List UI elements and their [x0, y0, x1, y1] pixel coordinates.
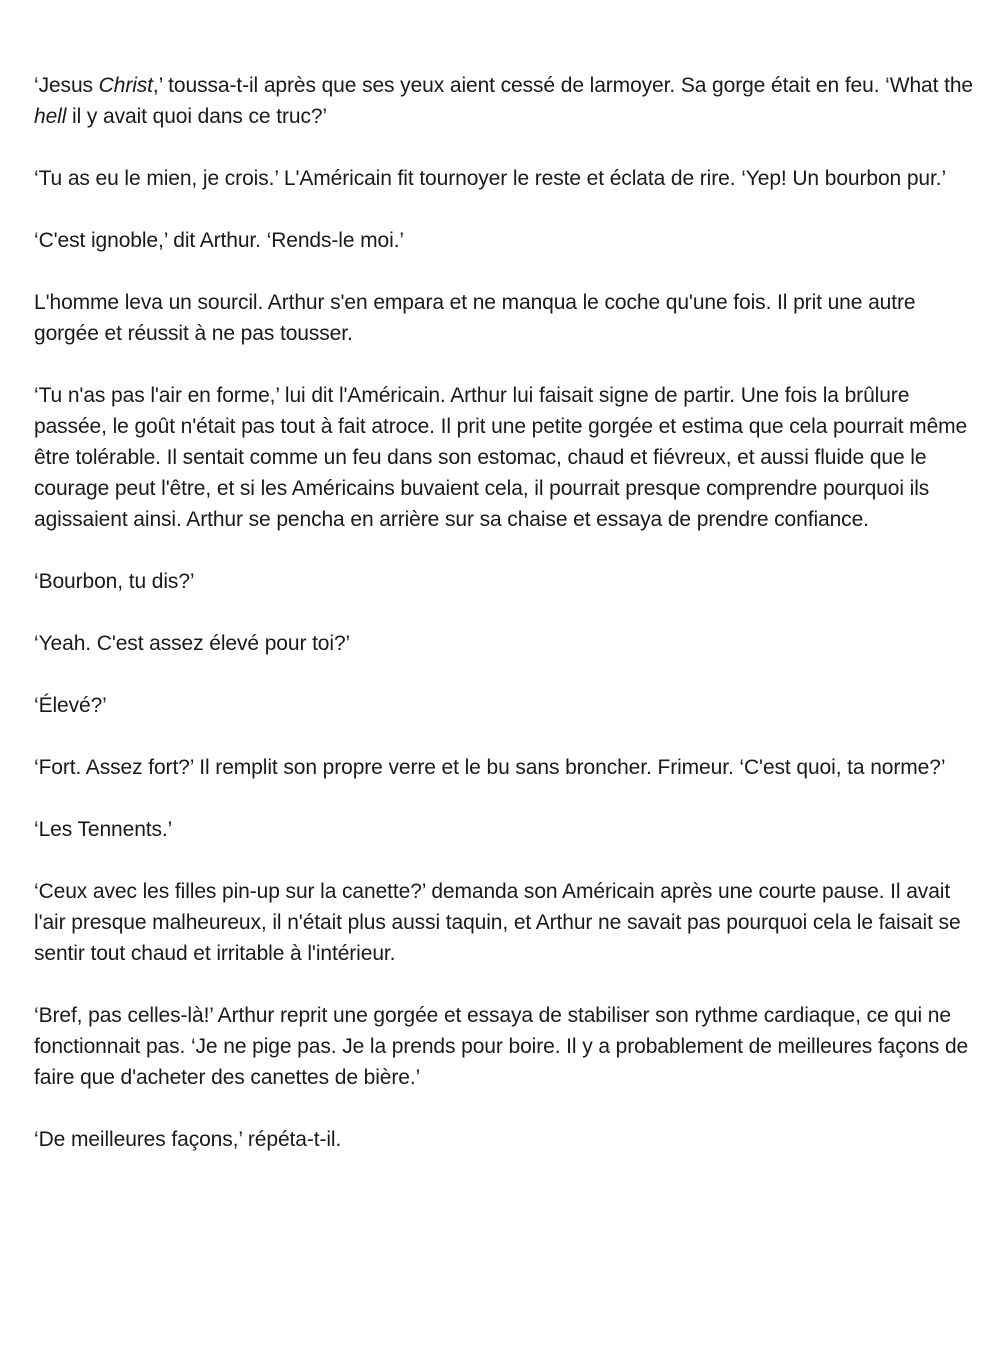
document-page: [34, 70, 974, 1186]
paragraph-2: ‘Tu as eu le mien, je crois.’ L'Américain fit tournoyer le reste et éclata de rire. ‘Yep! Un bourbon pur.’: [34, 167, 947, 190]
paragraph-9: ‘Fort. Assez fort?’ Il remplit son propre verre et le bu sans broncher. Frimeur. ‘C'est quoi, ta norme?’: [34, 756, 946, 779]
paragraph-7: ‘Yeah. C'est assez élevé pour toi?’: [34, 632, 351, 655]
paragraph-10: ‘Les Tennents.’: [34, 818, 173, 841]
paragraph-4: L'homme leva un sourcil. Arthur s'en empara et ne manqua le coche qu'une fois. Il prit une autre gorgée et réussit à ne pas tousser.: [34, 291, 916, 345]
paragraph-3: ‘C'est ignoble,’ dit Arthur. ‘Rends-le moi.’: [34, 229, 405, 252]
paragraph-1: ‘Jesus Christ,’ toussa-t-il après que ses yeux aient cessé de larmoyer. Sa gorge était en feu. ‘What the hell il y avait quoi dans ce truc?’: [34, 74, 973, 128]
paragraph-12: ‘Bref, pas celles-là!’ Arthur reprit une gorgée et essaya de stabiliser son rythme cardiaque, ce qui ne fonctionnait pas. ‘Je ne pige pas. Je la prends pour boire. Il y a probablement de meilleures façons de faire que d'acheter des canettes de bière.’: [34, 1004, 969, 1089]
paragraph-6: ‘Bourbon, tu dis?’: [34, 570, 195, 593]
paragraph-13: ‘De meilleures façons,’ répéta-t-il.: [34, 1128, 342, 1151]
paragraph-8: ‘Élevé?’: [34, 694, 107, 717]
paragraph-11: ‘Ceux avec les filles pin-up sur la canette?’ demanda son Américain après une courte pause. Il avait l'air presque malheureux, il n'était plus aussi taquin, et Arthur ne savait pas pourquoi cela le faisait se sentir tout chaud et irritable à l'intérieur.: [34, 880, 961, 965]
paragraph-5: ‘Tu n'as pas l'air en forme,’ lui dit l'Américain. Arthur lui faisait signe de partir. Une fois la brûlure passée, le goût n'était pas tout à fait atroce. Il prit une petite gorgée et estima que cela pourrait même être tolérable. Il sentait comme un feu dans son estomac, chaud et fiévreux, et aussi fluide que le courage peut l'être, et si les Américains buvaient cela, il pourrait presque comprendre pourquoi ils agissaient ainsi. Arthur se pencha en arrière sur sa chaise et essaya de prendre confiance.: [34, 384, 968, 531]
